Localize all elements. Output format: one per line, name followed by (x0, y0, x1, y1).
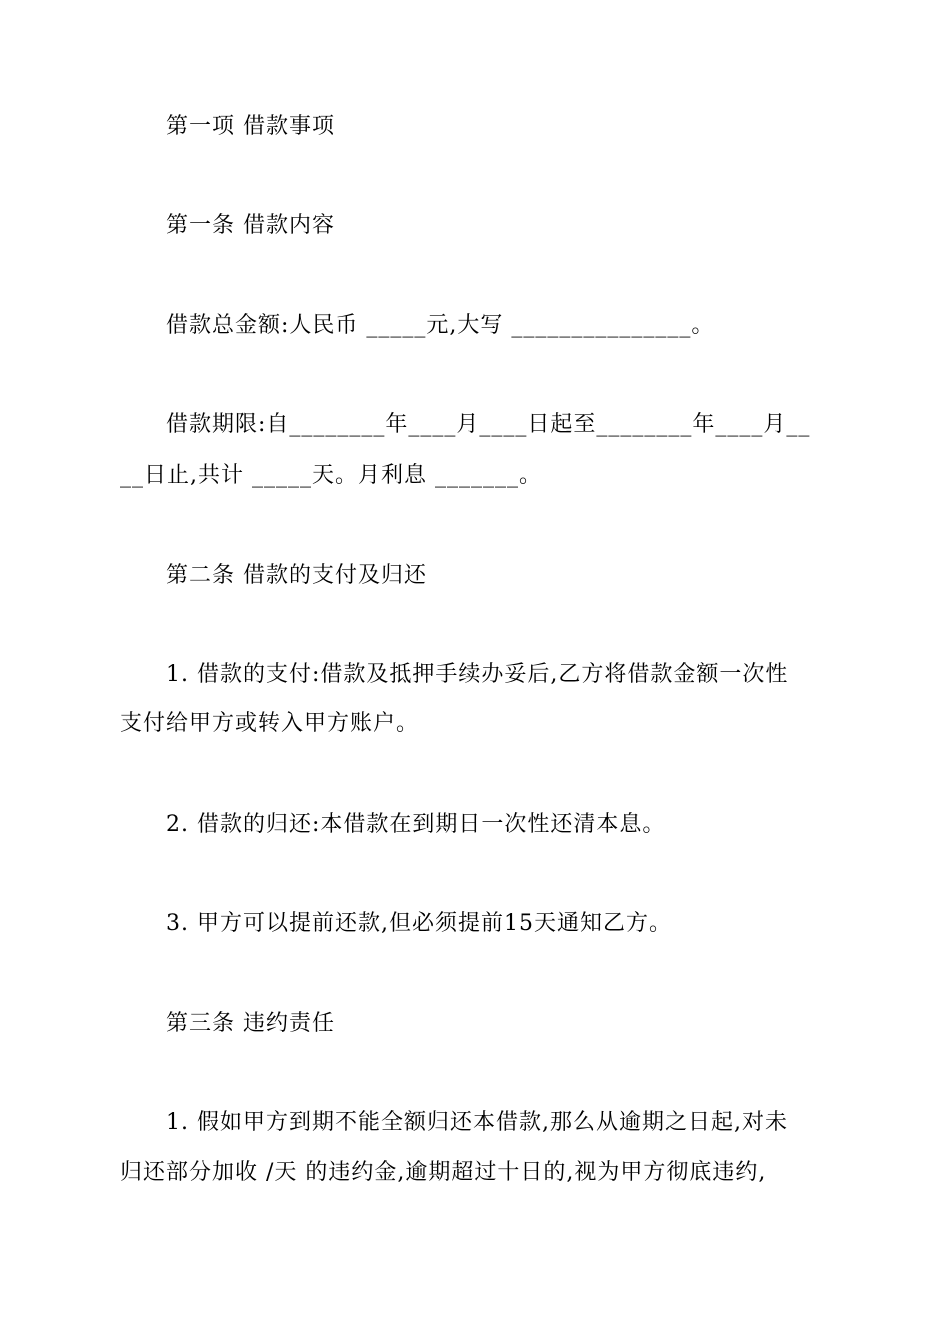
article-1-title: 第一条 借款内容 (166, 213, 335, 238)
article-3-title: 第三条 违约责任 (166, 1011, 335, 1036)
section-heading: 第一项 借款事项 (166, 114, 335, 139)
default-clause-line1: 1. 假如甲方到期不能全额归还本借款,那么从逾期之日起,对未 (166, 1110, 788, 1135)
loan-term-clause-line1: 借款期限:自________年____月____日起至________年____月__ (166, 412, 811, 437)
loan-amount-clause: 借款总金额:人民币 _____元,大写 _______________。 (166, 313, 715, 338)
article-2-title: 第二条 借款的支付及归还 (166, 563, 427, 588)
payment-clause-line2: 支付给甲方或转入甲方账户。 (120, 711, 420, 736)
default-clause-line2: 归还部分加收 /天 的违约金,逾期超过十日的,视为甲方彻底违约, (120, 1160, 767, 1185)
loan-term-clause-line2: __日止,共计 _____天。月利息 _______。 (120, 463, 542, 488)
repayment-clause: 2. 借款的归还:本借款在到期日一次性还清本息。 (166, 812, 666, 837)
early-repayment-clause: 3. 甲方可以提前还款,但必须提前15天通知乙方。 (166, 911, 672, 936)
payment-clause-line1: 1. 借款的支付:借款及抵押手续办妥后,乙方将借款金额一次性 (166, 662, 789, 687)
